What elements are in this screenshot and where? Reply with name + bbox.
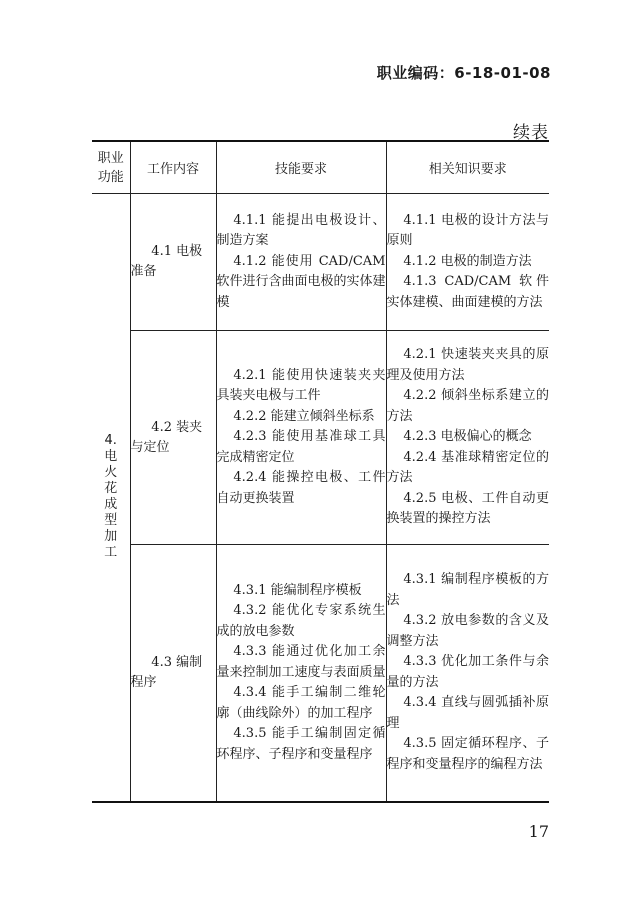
header-skill-requirements: 技能要求: [216, 141, 386, 194]
skills-cell: [216, 194, 386, 331]
page-number: 17: [528, 822, 549, 841]
work-content-number: 4.2: [151, 419, 172, 435]
skill-item: 4.3.5 能手工编制固定循环程序、子程序和变量程序: [216, 726, 386, 762]
header-function-line1: 职业: [97, 150, 124, 166]
function-cell: [92, 194, 130, 802]
skill-item: 4.2.2 能建立倾斜坐标系: [233, 408, 375, 424]
work-content-name-cont: 程序: [130, 674, 157, 690]
function-name: 电火花成型加工: [104, 449, 118, 561]
knowledge-item: 4.2.1 快速装夹夹具的原理及使用方法: [386, 347, 549, 383]
knowledge-item: 4.3.4 直线与圆弧插补原理: [386, 695, 549, 731]
knowledge-item: 4.1.1 电极的设计方法与原则: [386, 212, 549, 249]
work-content-name: 编制: [176, 654, 203, 670]
knowledge-item: 4.3.1 编制程序模板的方法: [386, 572, 549, 608]
work-content-cell: [130, 545, 216, 802]
skill-item: 4.3.3 能通过优化加工余量来控制加工速度与表面质量: [216, 644, 386, 680]
work-content-name-cont: 准备: [130, 264, 157, 279]
knowledge-cell: [386, 194, 549, 331]
skills-cell: [216, 331, 386, 545]
header-function-cell: [92, 141, 130, 194]
knowledge-cell: [386, 331, 549, 545]
function-number: 4.: [104, 433, 117, 449]
work-content-number: 4.1: [151, 244, 172, 259]
knowledge-item: 4.3.2 放电参数的含义及调整方法: [386, 613, 549, 649]
knowledge-item: 4.2.4 基准球精密定位的方法: [386, 449, 549, 486]
knowledge-item: 4.1.3 CAD/CAM 软件实体建模、曲面建模的方法: [386, 274, 549, 310]
knowledge-item: 4.3.3 优化加工条件与余量的方法: [386, 654, 549, 690]
work-content-cell: [130, 194, 216, 331]
header-work-content: 工作内容: [130, 141, 216, 194]
skill-item: 4.2.4 能操控电极、工件自动更换装置: [216, 470, 386, 506]
skill-item: 4.3.4 能手工编制二维轮廓（曲线除外）的加工程序: [216, 685, 386, 721]
skill-item: 4.1.2 能使用 CAD/CAM 软件进行含曲面电极的实体建模: [216, 253, 386, 310]
table-header-row: [92, 141, 549, 194]
knowledge-item: 4.2.5 电极、工件自动更换装置的操控方法: [386, 490, 549, 527]
table-row: [92, 331, 549, 545]
skill-item: 4.2.1 能使用快速装夹夹具装夹电极与工件: [216, 367, 386, 404]
knowledge-item: 4.1.2 电极的制造方法: [403, 253, 532, 269]
continued-table-label: 续表: [513, 123, 549, 143]
skill-item: 4.3.2 能优化专家系统生成的放电参数: [216, 603, 386, 639]
header-knowledge-requirements: 相关知识要求: [386, 141, 549, 194]
work-content-cell: [130, 331, 216, 545]
work-content-name: 装夹: [176, 419, 203, 435]
skill-item: 4.3.1 能编制程序模板: [233, 582, 362, 598]
skills-cell: [216, 545, 386, 802]
knowledge-item: 4.2.2 倾斜坐标系建立的方法: [386, 388, 549, 424]
work-content-number: 4.3: [151, 654, 172, 670]
knowledge-item: 4.2.3 电极偏心的概念: [403, 429, 532, 445]
table-row: [92, 545, 549, 802]
header-function-line2: 功能: [97, 169, 124, 185]
table-row: [92, 194, 549, 331]
standard-table: [92, 140, 549, 803]
skill-item: 4.2.3 能使用基准球工具完成精密定位: [216, 429, 386, 465]
skill-item: 4.1.1 能提出电极设计、制造方案: [216, 212, 386, 249]
work-content-name: 电极: [176, 244, 203, 259]
knowledge-item: 4.3.5 固定循环程序、子程序和变量程序的编程方法: [386, 736, 549, 772]
knowledge-cell: [386, 545, 549, 802]
occupation-code-header: 职业编码：6-18-01-08: [376, 64, 551, 82]
work-content-name-cont: 与定位: [130, 439, 170, 455]
